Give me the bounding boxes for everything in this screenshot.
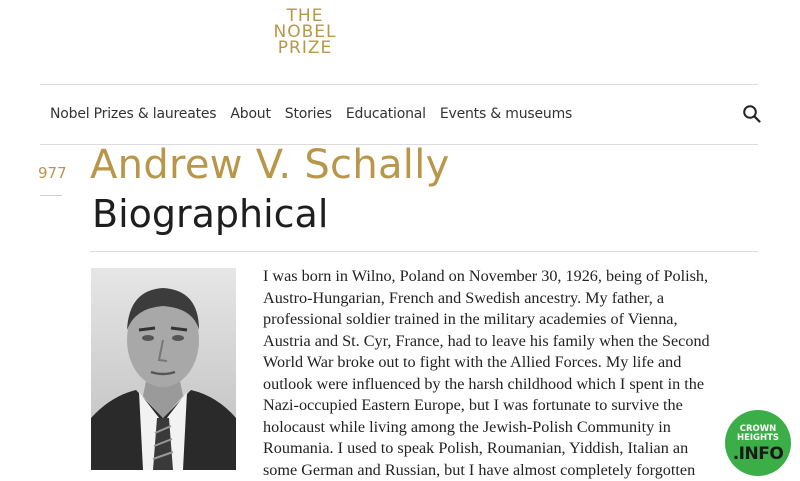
- biography-text: [263, 266, 763, 481]
- page-title: Biographical: [92, 192, 329, 236]
- bio-line: Austro-Hungarian, French and Swedish ancestry. My father, a: [263, 288, 665, 307]
- prize-year-fragment: 977: [38, 164, 67, 182]
- year-underline: [40, 195, 62, 196]
- nav-item-about[interactable]: About: [230, 106, 271, 122]
- laureate-name: Andrew V. Schally: [90, 142, 450, 188]
- bio-line: World War broke out to fight with the Allied Forces. My life and: [263, 353, 682, 371]
- logo-line-the: THE: [286, 6, 324, 26]
- nav-item-stories[interactable]: Stories: [284, 106, 332, 122]
- bio-line: Austria and St. Cyr, France, had to leave his family when the Second: [263, 331, 710, 350]
- laureate-portrait: [91, 268, 236, 470]
- logo-line-nobel: NOBEL: [273, 22, 337, 42]
- nobel-prize-logo[interactable]: [262, 8, 348, 56]
- bio-line: some German and Russian, but I have almost completely forgotten: [263, 460, 696, 479]
- bio-line: holocaust while living among the Jewish-Polish Community in: [263, 417, 671, 436]
- bio-line: Nazi-occupied Eastern Europe, but I was fortunate to survive the: [263, 396, 683, 414]
- watermark-line-crown: CROWN: [739, 424, 777, 434]
- nav-item-prizes-laureates[interactable]: Nobel Prizes & laureates: [50, 106, 217, 122]
- watermark-line-info: .INFO: [732, 444, 784, 464]
- bio-line: Roumania. I used to speak Polish, Roumanian, Yiddish, Italian an: [263, 439, 689, 457]
- search-icon[interactable]: [742, 104, 762, 124]
- bio-line: I was born in Wilno, Poland on November 30, 1926, being of Polish,: [263, 267, 709, 285]
- crownheights-watermark: [725, 410, 791, 476]
- bio-line: professional soldier trained in the military academies of Vienna,: [263, 310, 678, 328]
- bio-line: outlook were influenced by the harsh childhood which I spent in the: [263, 374, 704, 393]
- header-divider: [40, 84, 758, 85]
- main-nav: [50, 106, 572, 124]
- nav-item-events-museums[interactable]: Events & museums: [439, 106, 573, 122]
- logo-line-prize: PRIZE: [277, 38, 333, 58]
- title-divider: [90, 251, 758, 252]
- watermark-line-heights: HEIGHTS: [736, 433, 780, 443]
- nav-item-educational[interactable]: Educational: [345, 106, 426, 122]
- watermark-top: [725, 425, 791, 443]
